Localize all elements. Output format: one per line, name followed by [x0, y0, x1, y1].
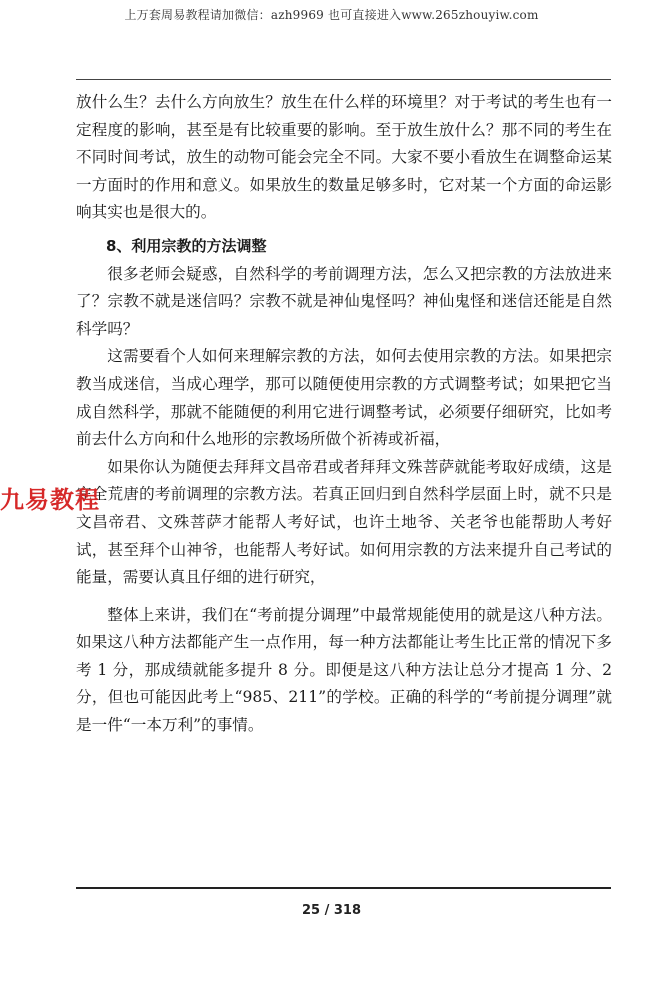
page-number: 25 / 318 — [301, 903, 362, 918]
header-divider — [76, 79, 611, 80]
paragraph-5: 整体上来讲，我们在“考前提分调理”中最常规能使用的就是这八种方法。如果这八种方法都能产生一点作用，每一种方法都能让考生比正常的情况下多考 1 分，那成绩就能多提升 8 分。即便是这八种方法让总分才提高 1 分、2 分，但也可能因此考上“985、211”的学校。正确的科学的“考前提分调理”就是一件“一本万利”的事情。 — [76, 605, 612, 735]
paragraph-3: 这需要看个人如何来理解宗教的方法，如何去使用宗教的方法。如果把宗教当成迷信，当成心理学，那可以随便使用宗教的方式调整考试；如果把它当成自然科学，那就不能随便的利用它进行调整考试，必须要仔细研究，比如考前去什么方向和什么地形的宗教场所做个祈祷或祈福， — [76, 347, 612, 449]
footer-divider — [76, 887, 611, 889]
paragraph-gap — [76, 592, 612, 602]
header-watermark: 上万套周易教程请加微信：azh9969 也可直接进入www.265zhouyiw.com — [124, 8, 539, 22]
section-heading: 8、利用宗教的方法调整 — [106, 236, 267, 255]
paragraph-4: 如果你认为随便去拜拜文昌帝君或者拜拜文殊菩萨就能考取好成绩，这是完全荒唐的考前调理的宗教方法。若真正回归到自然科学层面上时，就不只是文昌帝君、文殊菩萨才能帮人考好试，也许土地爷、关老爷也能帮助人考好试，甚至拜个山神爷，也能帮人考好试。如何用宗教的方法来提升自己考试的能量，需要认真且仔细的进行研究， — [76, 457, 612, 587]
paragraph-2: 很多老师会疑惑，自然科学的考前调理方法，怎么又把宗教的方法放进来了？宗教不就是迷信吗？宗教不就是神仙鬼怪吗？神仙鬼怪和迷信还能是自然科学吗？ — [76, 264, 612, 338]
red-stamp-logo: 九易教程 — [0, 486, 100, 514]
page-body — [76, 89, 612, 740]
paragraph-1: 放什么生？去什么方向放生？放生在什么样的环境里？对于考试的考生也有一定程度的影响，甚至是有比较重要的影响。至于放生放什么？那不同的考生在不同时间考试，放生的动物可能会完全不同。大家不要小看放生在调整命运某一方面时的作用和意义。如果放生的数量足够多时，它对某一个方面的命运影响其实也是很大的。 — [76, 93, 612, 222]
